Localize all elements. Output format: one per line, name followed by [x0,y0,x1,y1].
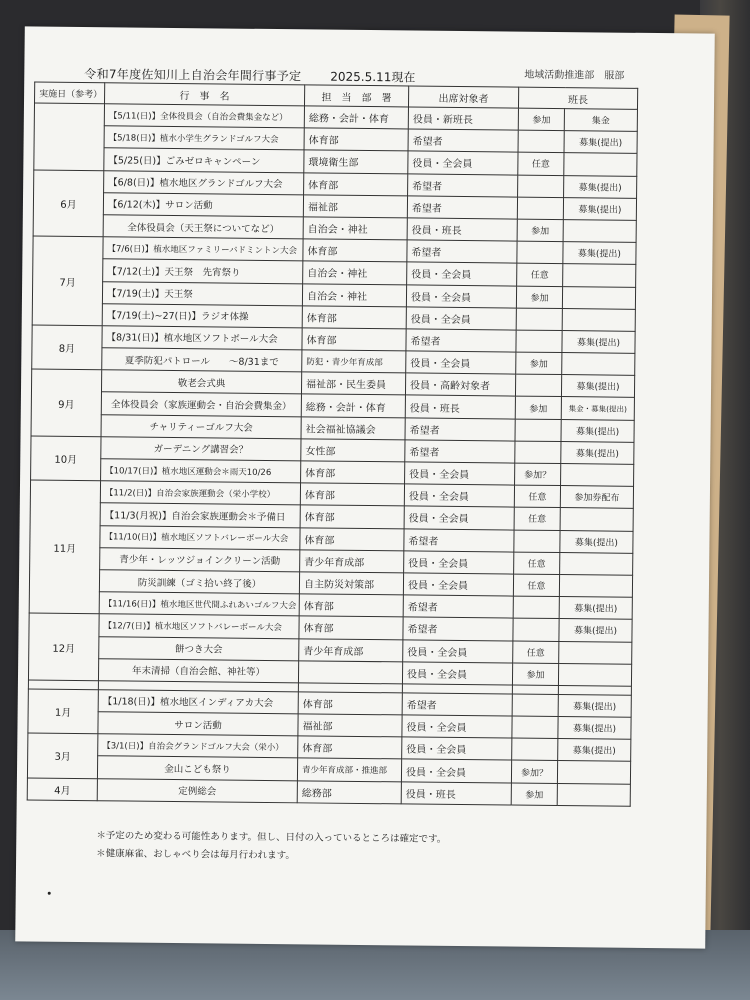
month-cell: 6月 [33,170,104,237]
leader-note-cell [513,596,559,619]
attendees-cell: 希望者 [406,329,516,352]
dept-cell: 福祉部 [298,714,402,737]
leader-action-cell [563,264,636,287]
attendees-cell: 役員・全会員 [402,662,512,685]
dept-cell: 総務・会計・体育 [304,106,408,129]
attendees-cell: 希望者 [402,693,512,716]
event-cell: 定例総会 [97,778,297,802]
dept-cell: 福祉部・民生委員 [301,372,405,395]
leader-action-cell [562,308,635,331]
column-header-event: 行 事 名 [105,83,305,106]
leader-note-cell [517,197,563,220]
leader-note-cell [512,694,558,717]
leader-action-cell [561,464,634,487]
leader-action-cell: 集金・募集(提出) [561,397,634,420]
attendees-cell: 希望者 [407,240,517,263]
dept-cell: 青少年育成部・推進部 [297,758,401,781]
event-cell: 夏季防犯パトロール ～8/31まで [102,348,302,372]
leader-note-cell: 任意 [513,574,559,597]
event-cell: 【11/2(日)】自治会家族運動会（栄小学校） [100,481,300,505]
attendees-cell: 役員・全会員 [404,484,514,507]
leader-action-cell: 募集(提出) [562,330,635,353]
dept-cell: 体育部 [298,692,402,715]
event-cell: 金山こども祭り [97,756,297,780]
leader-note-cell: 参加 [515,397,561,420]
event-cell: 【3/1(日)】自治会グランドゴルフ大会（栄小） [98,734,298,758]
leader-note-cell [512,716,558,739]
dept-cell: 青少年育成部 [300,550,404,573]
dept-cell: 体育部 [302,306,406,329]
attendees-cell: 希望者 [408,129,518,152]
attendees-cell: 役員・全会員 [406,307,516,330]
attendees-cell: 役員・全会員 [403,573,513,596]
leader-action-cell: 募集(提出) [561,419,634,442]
leader-note-cell [518,175,564,198]
event-cell: 【7/19(土)】天王祭 [102,281,302,305]
leader-action-cell [562,286,635,309]
attendees-cell: 役員・全会員 [402,737,512,760]
leader-note-cell [517,241,563,264]
attendees-cell: 希望者 [407,196,517,219]
leader-note-cell [512,738,558,761]
event-cell: 敬老会式典 [101,370,301,394]
dept-cell: 環境衛生部 [304,150,408,173]
attendees-cell: 役員・全会員 [403,639,513,662]
dept-cell: 体育部 [302,328,406,351]
attendees-cell: 役員・班長 [407,218,517,241]
leader-note-cell: 任意 [514,485,560,508]
event-cell: 【7/6(日)】植水地区ファミリーバドミントン大会 [103,237,303,261]
month-cell: 7月 [32,236,103,325]
separator-cell [512,685,558,694]
document-date: 2025.5.11現在 [330,69,416,85]
leader-note-cell [515,441,561,464]
attendees-cell: 役員・全会員 [401,759,511,782]
footnote: ＊健康麻雀、おしゃべり会は毎月行われます。 [96,848,295,862]
footnote: ＊予定のため変わる可能性あります。但し、日付の入っているところは確定です。 [96,830,447,845]
document-department: 地域活動推進部 服部 [524,69,625,82]
attendees-cell: 役員・高齢対象者 [405,373,515,396]
leader-action-cell: 募集(提出) [559,619,632,642]
dept-cell: 体育部 [304,128,408,151]
leader-note-cell [516,330,562,353]
leader-action-cell [562,353,635,376]
leader-action-cell [564,153,637,176]
event-cell: 【10/17(日)】植水地区運動会＊雨天10/26 [101,459,301,483]
event-cell: 全体役員会（天王祭についてなど） [103,215,303,239]
leader-note-cell: 任意 [518,152,564,175]
leader-action-cell: 募集(提出) [559,597,632,620]
month-cell: 10月 [31,436,101,481]
schedule-sheet [15,26,715,948]
leader-note-cell [515,419,561,442]
dept-cell: 社会福祉協議会 [301,416,405,439]
leader-note-cell [514,530,560,553]
leader-action-cell [560,552,633,575]
leader-note-cell: 参加？ [515,463,561,486]
event-cell: 年末清掃（自治会館、神社等） [98,658,298,682]
dept-cell: 体育部 [299,594,403,617]
event-cell: 全体役員会（家族運動会・自治会費集金） [101,392,301,416]
event-cell: 【1/18(日)】植水地区インディアカ大会 [98,690,298,714]
attendees-cell: 役員・全会員 [405,462,515,485]
dept-cell: 体育部 [304,172,408,195]
dept-cell [298,661,402,684]
dept-cell: 体育部 [298,736,402,759]
column-header-dept: 担 当 部 署 [304,85,408,107]
leader-note-cell [515,374,561,397]
attendees-cell: 役員・全会員 [408,151,518,174]
leader-note-cell: 任意 [513,641,559,664]
dept-cell: 自治会・神社 [302,283,406,306]
column-header-date: 実施日（参考） [35,82,105,104]
dept-cell: 体育部 [300,527,404,550]
event-cell: 【12/7(日)】植水地区ソフトバレーボール大会 [99,614,299,638]
attendees-cell: 役員・新班長 [408,107,518,130]
event-cell: 【11/16(日)】植水地区世代間ふれあいゴルフ大会 [99,592,299,616]
dept-cell: 総務部 [297,780,401,803]
event-cell: ガーデニング講習会？ [101,437,301,461]
event-cell: 【8/31(日)】植水地区ソフトボール大会 [102,326,302,350]
dept-cell: 自治会・神社 [303,261,407,284]
dept-cell: 女性部 [301,439,405,462]
leader-action-cell [560,508,633,531]
document-title: 令和7年度佐知川上自治会年間行事予定 [84,67,302,84]
leader-action-cell: 募集(提出) [560,530,633,553]
leader-note-cell: 任意 [517,263,563,286]
attendees-cell: 希望者 [403,595,513,618]
leader-note-cell: 参加 [511,783,557,806]
event-cell: 【6/12(木)】サロン活動 [103,192,303,216]
schedule-body [27,103,637,806]
dept-cell: 自治会・神社 [303,217,407,240]
dept-cell: 体育部 [303,239,407,262]
attendees-cell: 希望者 [405,440,515,463]
column-header-leader: 班長 [518,87,637,109]
leader-action-cell: 募集(提出) [563,197,636,220]
leader-action-cell [563,219,636,242]
dept-cell: 防犯・青少年育成部 [302,350,406,373]
leader-action-cell [557,761,630,784]
event-cell: 【11/3(月祝)】自治会家族運動会＊予備日 [100,503,300,527]
attendees-cell: 役員・班長 [405,395,515,418]
event-cell: 【7/19(土)~27(日)】ラジオ体操 [102,303,302,327]
month-cell: 9月 [31,369,102,436]
leader-action-cell: 参加券配布 [560,486,633,509]
leader-note-cell: 任意 [514,507,560,530]
dept-cell: 福祉部 [303,195,407,218]
attendees-cell: 役員・全会員 [406,351,516,374]
dept-cell: 体育部 [301,461,405,484]
leader-note-cell: 任意 [514,552,560,575]
attendees-cell: 役員・全会員 [406,284,516,307]
leader-note-cell [516,308,562,331]
attendees-cell: 役員・全会員 [404,506,514,529]
attendees-cell: 役員・全会員 [402,715,512,738]
event-cell: 【5/25(日)】ごみゼロキャンペーン [104,148,304,172]
leader-action-cell: 募集(提出) [558,694,631,717]
dept-cell: 体育部 [300,505,404,528]
leader-note-cell: 参加？ [511,760,557,783]
leader-action-cell: 募集(提出) [561,375,634,398]
event-cell: 【5/11(日)】全体役員会（自治会費集金など） [104,104,304,128]
dept-cell: 総務・会計・体育 [301,394,405,417]
leader-note-cell: 参加 [518,108,564,131]
attendees-cell: 役員・班長 [401,782,511,805]
event-cell: 青少年・レッツジョインクリーン活動 [100,547,300,571]
leader-action-cell: 募集(提出) [558,717,631,740]
event-cell: 【7/12(土)】天王祭 先宵祭り [103,259,303,283]
attendees-cell: 希望者 [405,418,515,441]
event-cell: チャリティーゴルフ大会 [101,414,301,438]
leader-action-cell: 募集(提出) [564,131,637,154]
month-cell [34,103,105,170]
month-cell: 12月 [28,613,99,680]
event-cell: 餅つき大会 [99,636,299,660]
dept-cell: 自主防災対策部 [299,572,403,595]
month-cell: 8月 [32,325,102,370]
dept-cell: 青少年育成部 [299,638,403,661]
leader-note-cell: 参加 [517,219,563,242]
paper-mark [48,892,51,895]
leader-action-cell [559,641,632,664]
attendees-cell: 希望者 [403,617,513,640]
event-cell: 【11/10(日)】植水地区ソフトバレーボール大会 [100,525,300,549]
month-cell: 1月 [28,689,98,734]
leader-note-cell: 参加 [516,352,562,375]
dept-cell: 体育部 [300,483,404,506]
attendees-cell: 希望者 [404,528,514,551]
month-cell: 3月 [27,733,97,778]
leader-action-cell: 募集(提出) [564,175,637,198]
leader-action-cell [558,663,631,686]
leader-action-cell: 募集(提出) [563,242,636,265]
column-header-attendees: 出席対象者 [408,86,518,108]
event-cell: 防災訓練（ゴミ拾い終了後） [99,570,299,594]
dept-cell: 体育部 [299,616,403,639]
attendees-cell: 役員・全会員 [404,551,514,574]
leader-action-cell: 募集(提出) [561,441,634,464]
event-cell: 【5/18(日)】植水小学生グランドゴルフ大会 [104,126,304,150]
schedule-table [27,82,638,807]
event-cell: サロン活動 [98,712,298,736]
event-cell: 【6/8(日)】植水地区グランドゴルフ大会 [104,170,304,194]
leader-action-cell: 募集(提出) [558,739,631,762]
attendees-cell: 役員・全会員 [407,262,517,285]
leader-action-cell: 集金 [564,109,637,132]
leader-action-cell [557,783,630,806]
month-cell: 11月 [29,480,100,614]
month-cell: 4月 [27,778,97,801]
attendees-cell: 希望者 [408,173,518,196]
leader-note-cell: 参加 [516,286,562,309]
leader-note-cell: 参加 [512,663,558,686]
leader-note-cell [518,130,564,153]
leader-action-cell [559,574,632,597]
leader-note-cell [513,618,559,641]
